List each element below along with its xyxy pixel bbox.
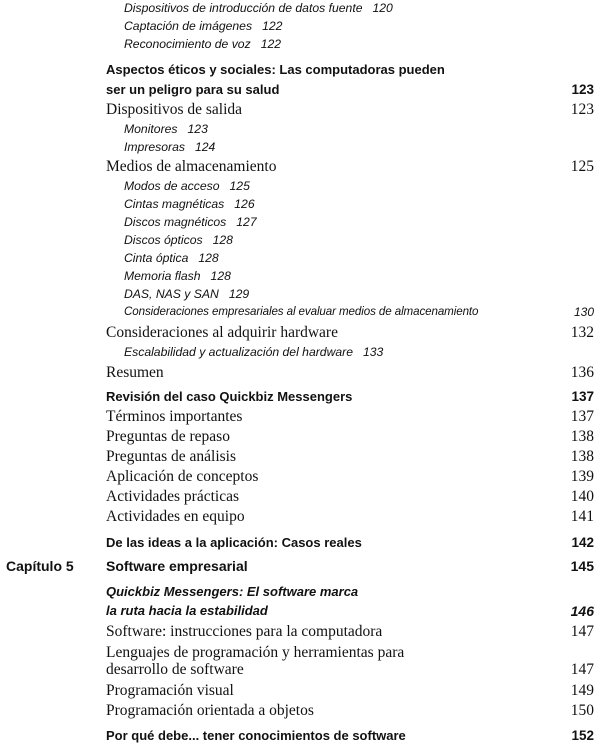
toc-page-number: 125 xyxy=(570,158,594,175)
toc-page-number: 140 xyxy=(570,488,594,505)
toc-topic-text: Términos importantes xyxy=(106,408,243,425)
toc-page-number: 138 xyxy=(570,428,594,445)
toc-entry xyxy=(0,140,600,158)
toc-subentry-text: Impresoras 124 xyxy=(124,140,216,154)
toc-entry xyxy=(0,728,600,748)
toc-page-number: 142 xyxy=(571,535,594,550)
toc-page-number: 149 xyxy=(570,682,594,699)
toc-page-number: 141 xyxy=(570,508,594,525)
toc-entry xyxy=(0,661,600,681)
toc-topic-text: Lenguajes de programación y herramientas para xyxy=(106,644,405,661)
toc-entry xyxy=(0,101,600,121)
toc-subentry-text: DAS, NAS y SAN 129 xyxy=(124,287,250,301)
toc-subentry-text: Consideraciones empresariales al evaluar medios de almacenamiento xyxy=(124,305,479,318)
toc-entry xyxy=(0,233,600,251)
toc-topic-text: Resumen xyxy=(106,364,164,381)
toc-feature-text: De las ideas a la aplicación: Casos reales xyxy=(106,535,362,550)
toc-page-number: 150 xyxy=(570,702,594,719)
toc-entry xyxy=(0,269,600,287)
toc-entry xyxy=(0,37,600,55)
toc-page-number: 130 xyxy=(573,305,594,319)
toc-subentry-text: Memoria flash 128 xyxy=(124,269,231,283)
toc-entry xyxy=(0,448,600,468)
toc-entry xyxy=(0,287,600,305)
toc-chapter-entry xyxy=(0,558,600,580)
toc-subentry-text: Discos magnéticos 127 xyxy=(124,215,257,229)
chapter-title: Software empresarial xyxy=(106,558,248,574)
toc-topic-text: Preguntas de repaso xyxy=(106,428,230,445)
toc-page-number: 152 xyxy=(571,728,594,743)
toc-topic-text: Actividades prácticas xyxy=(106,488,239,505)
toc-feature-text: ser un peligro para su salud xyxy=(106,82,280,97)
toc-entry xyxy=(0,468,600,488)
toc-page-number: 123 xyxy=(571,82,594,97)
toc-topic-text: Consideraciones al adquirir hardware xyxy=(106,324,338,341)
toc-subentry-text: Escalabilidad y actualización del hardware 133 xyxy=(124,345,384,359)
toc-entry xyxy=(0,122,600,140)
toc-case-text: Quickbiz Messengers: El software marca xyxy=(106,584,359,599)
toc-entry xyxy=(0,345,600,363)
toc-feature-text: Por qué debe... tener conocimientos de software xyxy=(106,728,406,743)
toc-entry xyxy=(0,603,600,623)
toc-page-number: 138 xyxy=(570,448,594,465)
toc-entry xyxy=(0,389,600,409)
toc-feature-text: Aspectos éticos y sociales: Las computadoras pueden xyxy=(106,62,445,77)
toc-feature-text: Revisión del caso Quickbiz Messengers xyxy=(106,389,353,404)
toc-entry xyxy=(0,623,600,643)
toc-subentry-text: Cinta óptica 128 xyxy=(124,251,219,265)
toc-topic-text: Programación orientada a objetos xyxy=(106,702,314,719)
toc-entry xyxy=(0,197,600,215)
toc-entry xyxy=(0,428,600,448)
toc-entry xyxy=(0,215,600,233)
toc-topic-text: Dispositivos de salida xyxy=(106,101,243,118)
toc-page-number: 146 xyxy=(570,603,594,619)
toc-page-number: 123 xyxy=(570,101,594,118)
toc-page-number: 139 xyxy=(570,468,594,485)
toc-entry xyxy=(0,324,600,344)
toc-entry xyxy=(0,1,600,19)
toc-topic-text: Actividades en equipo xyxy=(106,508,245,525)
toc-subentry-text: Monitores 123 xyxy=(124,122,208,136)
toc-entry xyxy=(0,508,600,528)
toc-topic-text: Aplicación de conceptos xyxy=(106,468,259,485)
toc-subentry-text: Captación de imágenes 122 xyxy=(124,19,283,33)
toc-entry xyxy=(0,364,600,384)
toc-page-number: 145 xyxy=(570,558,594,574)
chapter-label: Capítulo 5 xyxy=(6,558,74,574)
toc-page-number: 132 xyxy=(570,324,594,341)
toc-entry xyxy=(0,179,600,197)
toc-entry xyxy=(0,584,600,604)
toc-entry xyxy=(0,251,600,269)
toc-entry xyxy=(0,702,600,722)
toc-topic-text: Software: instrucciones para la computadora xyxy=(106,623,383,640)
toc-page-number: 147 xyxy=(570,661,594,678)
toc-entry xyxy=(0,305,600,323)
toc-case-text: la ruta hacia la estabilidad xyxy=(106,603,268,618)
toc-subentry-text: Reconocimiento de voz 122 xyxy=(124,37,282,51)
toc-entry xyxy=(0,82,600,102)
toc-subentry-text: Cintas magnéticas 126 xyxy=(124,197,255,211)
toc-page-number: 137 xyxy=(571,389,594,404)
toc-subentry-text: Discos ópticos 128 xyxy=(124,233,233,247)
toc-page-number: 137 xyxy=(570,408,594,425)
toc-subentry-text: Dispositivos de introducción de datos fuente 120 xyxy=(124,1,393,15)
toc-entry xyxy=(0,158,600,178)
toc-entry xyxy=(0,535,600,555)
toc-entry xyxy=(0,488,600,508)
toc-subentry-text: Modos de acceso 125 xyxy=(124,179,250,193)
toc-entry xyxy=(0,62,600,82)
toc-page-number: 147 xyxy=(570,623,594,640)
toc-page-number: 136 xyxy=(570,364,594,381)
toc-topic-text: desarrollo de software xyxy=(106,661,244,678)
toc-entry xyxy=(0,408,600,428)
toc-entry xyxy=(0,682,600,702)
toc-entry xyxy=(0,19,600,37)
toc-topic-text: Programación visual xyxy=(106,682,234,699)
toc-topic-text: Medios de almacenamiento xyxy=(106,158,277,175)
toc-topic-text: Preguntas de análisis xyxy=(106,448,237,465)
